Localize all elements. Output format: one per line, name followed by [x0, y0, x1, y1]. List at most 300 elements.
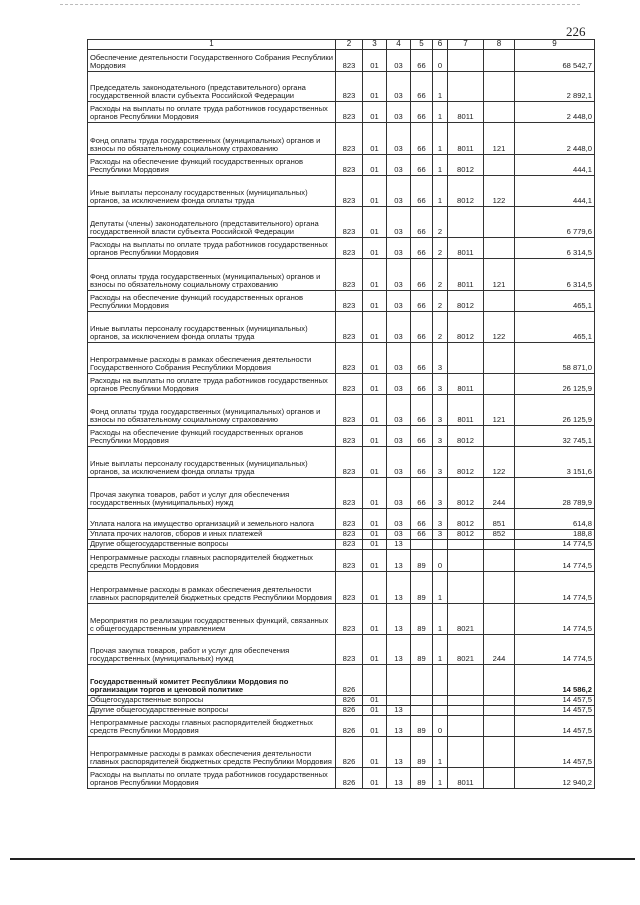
subprogram-code-cell	[433, 696, 448, 706]
amount-cell: 32 745,1	[515, 426, 595, 447]
row-name-cell: Фонд оплаты труда государственных (муниципальных) органов и взносы по обязательному социальному страхованию	[88, 259, 336, 291]
subsection-code-cell: 13	[387, 550, 411, 572]
program-code-cell: 89	[411, 737, 433, 768]
table-row	[88, 604, 595, 635]
section-code-cell: 01	[363, 540, 387, 550]
section-code-cell: 01	[363, 291, 387, 312]
amount-cell: 2 448,0	[515, 123, 595, 155]
subprogram-code-cell: 1	[433, 572, 448, 604]
amount-cell: 14 774,5	[515, 604, 595, 635]
table-body	[88, 50, 595, 789]
ministry-code-cell: 826	[336, 665, 363, 696]
target-article-cell: 8021	[448, 604, 484, 635]
program-code-cell: 66	[411, 509, 433, 530]
row-name-cell: Государственный комитет Республики Мордовия по организации торгов и ценовой политике	[88, 665, 336, 696]
amount-cell: 2 892,1	[515, 72, 595, 102]
table-row	[88, 706, 595, 716]
row-name-cell: Прочая закупка товаров, работ и услуг для обеспечения государственных (муниципальных) нужд	[88, 635, 336, 665]
section-code-cell: 01	[363, 530, 387, 540]
subsection-code-cell: 03	[387, 343, 411, 374]
amount-cell: 614,8	[515, 509, 595, 530]
section-code-cell: 01	[363, 509, 387, 530]
header-col-1: 1	[88, 40, 336, 50]
section-code-cell: 01	[363, 426, 387, 447]
program-code-cell: 66	[411, 426, 433, 447]
section-code-cell: 01	[363, 123, 387, 155]
subprogram-code-cell: 1	[433, 635, 448, 665]
ministry-code-cell: 823	[336, 102, 363, 123]
target-article-cell: 8011	[448, 768, 484, 789]
subsection-code-cell: 03	[387, 123, 411, 155]
target-article-cell	[448, 737, 484, 768]
amount-cell: 12 940,2	[515, 768, 595, 789]
section-code-cell: 01	[363, 604, 387, 635]
section-code-cell: 01	[363, 72, 387, 102]
subprogram-code-cell: 1	[433, 768, 448, 789]
target-article-cell	[448, 706, 484, 716]
section-code-cell: 01	[363, 176, 387, 207]
subsection-code-cell: 03	[387, 238, 411, 259]
target-article-cell	[448, 540, 484, 550]
subprogram-code-cell: 3	[433, 447, 448, 478]
row-name-cell: Непрограммные расходы главных распорядителей бюджетных средств Республики Мордовия	[88, 716, 336, 737]
table-row	[88, 176, 595, 207]
subprogram-code-cell: 1	[433, 604, 448, 635]
subprogram-code-cell: 3	[433, 343, 448, 374]
subsection-code-cell	[387, 696, 411, 706]
program-code-cell	[411, 706, 433, 716]
subprogram-code-cell	[433, 706, 448, 716]
amount-cell: 26 125,9	[515, 374, 595, 395]
amount-cell: 6 314,5	[515, 259, 595, 291]
row-name-cell: Расходы на обеспечение функций государственных органов Республики Мордовия	[88, 426, 336, 447]
ministry-code-cell: 823	[336, 426, 363, 447]
amount-cell: 14 457,5	[515, 716, 595, 737]
program-code-cell: 66	[411, 343, 433, 374]
amount-cell: 68 542,7	[515, 50, 595, 72]
subsection-code-cell: 03	[387, 530, 411, 540]
subprogram-code-cell: 1	[433, 737, 448, 768]
subsection-code-cell: 03	[387, 176, 411, 207]
table-header-row	[88, 40, 595, 50]
subprogram-code-cell: 2	[433, 238, 448, 259]
section-code-cell: 01	[363, 768, 387, 789]
ministry-code-cell: 823	[336, 447, 363, 478]
program-code-cell	[411, 540, 433, 550]
amount-cell: 14 774,5	[515, 550, 595, 572]
program-code-cell: 66	[411, 374, 433, 395]
program-code-cell	[411, 665, 433, 696]
program-code-cell: 89	[411, 635, 433, 665]
expense-type-cell	[484, 737, 515, 768]
amount-cell: 14 586,2	[515, 665, 595, 696]
amount-cell: 14 774,5	[515, 572, 595, 604]
expense-type-cell	[484, 716, 515, 737]
row-name-cell: Иные выплаты персоналу государственных (муниципальных) органов, за исключением фонда оплаты труда	[88, 312, 336, 343]
target-article-cell: 8011	[448, 238, 484, 259]
expense-type-cell	[484, 706, 515, 716]
row-name-cell: Председатель законодательного (представительного) органа государственной власти субъекта Российской Федерации	[88, 72, 336, 102]
expense-type-cell	[484, 343, 515, 374]
expense-type-cell: 244	[484, 478, 515, 509]
header-col-5: 5	[411, 40, 433, 50]
subsection-code-cell: 03	[387, 374, 411, 395]
target-article-cell: 8012	[448, 312, 484, 343]
row-name-cell: Другие общегосударственные вопросы	[88, 540, 336, 550]
subsection-code-cell: 03	[387, 395, 411, 426]
expense-type-cell: 122	[484, 447, 515, 478]
page-number: 226	[566, 24, 586, 39]
table-row	[88, 530, 595, 540]
program-code-cell: 66	[411, 176, 433, 207]
subprogram-code-cell: 1	[433, 123, 448, 155]
amount-cell: 3 151,6	[515, 447, 595, 478]
expense-type-cell	[484, 374, 515, 395]
expense-type-cell: 122	[484, 312, 515, 343]
section-code-cell: 01	[363, 716, 387, 737]
amount-cell: 6 314,5	[515, 238, 595, 259]
expense-type-cell	[484, 291, 515, 312]
subsection-code-cell: 03	[387, 447, 411, 478]
target-article-cell	[448, 716, 484, 737]
subprogram-code-cell: 1	[433, 176, 448, 207]
ministry-code-cell: 823	[336, 509, 363, 530]
target-article-cell: 8012	[448, 176, 484, 207]
program-code-cell: 89	[411, 768, 433, 789]
expense-type-cell	[484, 540, 515, 550]
amount-cell: 444,1	[515, 155, 595, 176]
row-name-cell: Прочая закупка товаров, работ и услуг для обеспечения государственных (муниципальных) нужд	[88, 478, 336, 509]
section-code-cell: 01	[363, 696, 387, 706]
ministry-code-cell: 823	[336, 312, 363, 343]
amount-cell: 26 125,9	[515, 395, 595, 426]
target-article-cell: 8011	[448, 123, 484, 155]
expense-type-cell: 851	[484, 509, 515, 530]
bottom-rule	[10, 858, 635, 860]
target-article-cell: 8012	[448, 530, 484, 540]
header-col-3: 3	[363, 40, 387, 50]
expense-type-cell	[484, 604, 515, 635]
target-article-cell: 8011	[448, 259, 484, 291]
row-name-cell: Фонд оплаты труда государственных (муниципальных) органов и взносы по обязательному социальному страхованию	[88, 395, 336, 426]
target-article-cell	[448, 696, 484, 706]
subsection-code-cell: 03	[387, 312, 411, 343]
ministry-code-cell: 823	[336, 72, 363, 102]
subsection-code-cell: 13	[387, 540, 411, 550]
program-code-cell: 66	[411, 530, 433, 540]
row-name-cell: Обеспечение деятельности Государственного Собрания Республики Мордовия	[88, 50, 336, 72]
subprogram-code-cell: 1	[433, 72, 448, 102]
ministry-code-cell: 823	[336, 259, 363, 291]
subsection-code-cell: 03	[387, 207, 411, 238]
table-row	[88, 207, 595, 238]
subsection-code-cell: 13	[387, 768, 411, 789]
expense-type-cell	[484, 665, 515, 696]
program-code-cell: 66	[411, 102, 433, 123]
target-article-cell: 8012	[448, 291, 484, 312]
section-code-cell: 01	[363, 706, 387, 716]
table-row	[88, 447, 595, 478]
expense-type-cell	[484, 696, 515, 706]
section-code-cell	[363, 665, 387, 696]
program-code-cell: 66	[411, 395, 433, 426]
expense-type-cell	[484, 50, 515, 72]
subsection-code-cell: 03	[387, 72, 411, 102]
subprogram-code-cell	[433, 540, 448, 550]
ministry-code-cell: 823	[336, 343, 363, 374]
row-name-cell: Расходы на выплаты по оплате труда работников государственных органов Республики Мордовия	[88, 768, 336, 789]
section-code-cell: 01	[363, 478, 387, 509]
subsection-code-cell	[387, 665, 411, 696]
section-code-cell: 01	[363, 259, 387, 291]
section-code-cell: 01	[363, 207, 387, 238]
section-code-cell: 01	[363, 50, 387, 72]
program-code-cell: 66	[411, 238, 433, 259]
header-col-2: 2	[336, 40, 363, 50]
table-row	[88, 635, 595, 665]
ministry-code-cell: 826	[336, 696, 363, 706]
table-row	[88, 550, 595, 572]
subprogram-code-cell: 3	[433, 374, 448, 395]
table-row	[88, 72, 595, 102]
subprogram-code-cell: 2	[433, 259, 448, 291]
table-row	[88, 312, 595, 343]
target-article-cell: 8012	[448, 447, 484, 478]
header-col-7: 7	[448, 40, 484, 50]
ministry-code-cell: 826	[336, 716, 363, 737]
subprogram-code-cell	[433, 665, 448, 696]
subsection-code-cell: 03	[387, 155, 411, 176]
expense-type-cell: 121	[484, 123, 515, 155]
amount-cell: 6 779,6	[515, 207, 595, 238]
subsection-code-cell: 13	[387, 604, 411, 635]
program-code-cell: 66	[411, 291, 433, 312]
row-name-cell: Общегосударственные вопросы	[88, 696, 336, 706]
expense-type-cell	[484, 768, 515, 789]
target-article-cell: 8012	[448, 478, 484, 509]
table-row	[88, 572, 595, 604]
table-row	[88, 395, 595, 426]
subprogram-code-cell: 0	[433, 716, 448, 737]
header-col-9: 9	[515, 40, 595, 50]
amount-cell: 188,8	[515, 530, 595, 540]
subsection-code-cell: 13	[387, 706, 411, 716]
subprogram-code-cell: 1	[433, 155, 448, 176]
target-article-cell: 8011	[448, 102, 484, 123]
table-row	[88, 155, 595, 176]
budget-table	[87, 39, 595, 789]
amount-cell: 444,1	[515, 176, 595, 207]
subprogram-code-cell: 0	[433, 550, 448, 572]
program-code-cell: 66	[411, 312, 433, 343]
row-name-cell: Расходы на выплаты по оплате труда работников государственных органов Республики Мордовия	[88, 374, 336, 395]
ministry-code-cell: 826	[336, 737, 363, 768]
program-code-cell: 89	[411, 550, 433, 572]
ministry-code-cell: 823	[336, 207, 363, 238]
program-code-cell	[411, 696, 433, 706]
ministry-code-cell: 823	[336, 176, 363, 207]
table-row	[88, 259, 595, 291]
table-row	[88, 665, 595, 696]
section-code-cell: 01	[363, 238, 387, 259]
section-code-cell: 01	[363, 737, 387, 768]
subprogram-code-cell: 3	[433, 478, 448, 509]
program-code-cell: 66	[411, 155, 433, 176]
subsection-code-cell: 03	[387, 102, 411, 123]
program-code-cell: 66	[411, 50, 433, 72]
table-row	[88, 50, 595, 72]
table-row	[88, 374, 595, 395]
ministry-code-cell: 823	[336, 550, 363, 572]
section-code-cell: 01	[363, 635, 387, 665]
amount-cell: 14 457,5	[515, 706, 595, 716]
table-row	[88, 696, 595, 706]
section-code-cell: 01	[363, 374, 387, 395]
expense-type-cell: 121	[484, 259, 515, 291]
amount-cell: 58 871,0	[515, 343, 595, 374]
program-code-cell: 89	[411, 572, 433, 604]
expense-type-cell	[484, 550, 515, 572]
ministry-code-cell: 823	[336, 530, 363, 540]
ministry-code-cell: 823	[336, 604, 363, 635]
program-code-cell: 89	[411, 716, 433, 737]
ministry-code-cell: 823	[336, 635, 363, 665]
subsection-code-cell: 03	[387, 509, 411, 530]
amount-cell: 14 457,5	[515, 696, 595, 706]
section-code-cell: 01	[363, 155, 387, 176]
program-code-cell: 66	[411, 478, 433, 509]
table-row	[88, 102, 595, 123]
table-row	[88, 343, 595, 374]
target-article-cell: 8021	[448, 635, 484, 665]
subprogram-code-cell: 3	[433, 530, 448, 540]
expense-type-cell	[484, 238, 515, 259]
subprogram-code-cell: 3	[433, 426, 448, 447]
header-col-8: 8	[484, 40, 515, 50]
expense-type-cell	[484, 72, 515, 102]
subprogram-code-cell: 1	[433, 102, 448, 123]
subsection-code-cell: 03	[387, 50, 411, 72]
subsection-code-cell: 03	[387, 259, 411, 291]
table-row	[88, 737, 595, 768]
header-col-6: 6	[433, 40, 448, 50]
target-article-cell: 8012	[448, 509, 484, 530]
program-code-cell: 66	[411, 72, 433, 102]
amount-cell: 465,1	[515, 291, 595, 312]
subprogram-code-cell: 3	[433, 395, 448, 426]
row-name-cell: Расходы на выплаты по оплате труда работников государственных органов Республики Мордовия	[88, 238, 336, 259]
row-name-cell: Расходы на выплаты по оплате труда работников государственных органов Республики Мордовия	[88, 102, 336, 123]
ministry-code-cell: 823	[336, 572, 363, 604]
subsection-code-cell: 13	[387, 716, 411, 737]
target-article-cell	[448, 572, 484, 604]
section-code-cell: 01	[363, 572, 387, 604]
subsection-code-cell: 03	[387, 478, 411, 509]
target-article-cell	[448, 550, 484, 572]
ministry-code-cell: 823	[336, 291, 363, 312]
row-name-cell: Иные выплаты персоналу государственных (муниципальных) органов, за исключением фонда оплаты труда	[88, 176, 336, 207]
subsection-code-cell: 13	[387, 635, 411, 665]
subsection-code-cell: 03	[387, 426, 411, 447]
target-article-cell	[448, 665, 484, 696]
amount-cell: 14 774,5	[515, 635, 595, 665]
table-row	[88, 768, 595, 789]
scan-edge-line	[60, 4, 580, 5]
subprogram-code-cell: 2	[433, 207, 448, 238]
table-row	[88, 540, 595, 550]
expense-type-cell	[484, 155, 515, 176]
section-code-cell: 01	[363, 550, 387, 572]
amount-cell: 28 789,9	[515, 478, 595, 509]
ministry-code-cell: 823	[336, 478, 363, 509]
table-row	[88, 291, 595, 312]
subsection-code-cell: 03	[387, 291, 411, 312]
ministry-code-cell: 823	[336, 155, 363, 176]
subprogram-code-cell: 2	[433, 291, 448, 312]
expense-type-cell	[484, 426, 515, 447]
ministry-code-cell: 826	[336, 706, 363, 716]
subprogram-code-cell: 3	[433, 509, 448, 530]
section-code-cell: 01	[363, 447, 387, 478]
section-code-cell: 01	[363, 395, 387, 426]
target-article-cell: 8012	[448, 426, 484, 447]
target-article-cell: 8012	[448, 155, 484, 176]
expense-type-cell	[484, 572, 515, 604]
target-article-cell	[448, 207, 484, 238]
row-name-cell: Фонд оплаты труда государственных (муниципальных) органов и взносы по обязательному социальному страхованию	[88, 123, 336, 155]
subsection-code-cell: 13	[387, 737, 411, 768]
amount-cell: 14 774,5	[515, 540, 595, 550]
row-name-cell: Расходы на обеспечение функций государственных органов Республики Мордовия	[88, 155, 336, 176]
ministry-code-cell: 823	[336, 374, 363, 395]
expense-type-cell: 121	[484, 395, 515, 426]
section-code-cell: 01	[363, 343, 387, 374]
expense-type-cell	[484, 207, 515, 238]
table-row	[88, 716, 595, 737]
row-name-cell: Уплата налога на имущество организаций и земельного налога	[88, 509, 336, 530]
target-article-cell: 8011	[448, 374, 484, 395]
program-code-cell: 66	[411, 123, 433, 155]
row-name-cell: Непрограммные расходы главных распорядителей бюджетных средств Республики Мордовия	[88, 550, 336, 572]
ministry-code-cell: 823	[336, 50, 363, 72]
ministry-code-cell: 823	[336, 540, 363, 550]
section-code-cell: 01	[363, 102, 387, 123]
target-article-cell	[448, 50, 484, 72]
section-code-cell: 01	[363, 312, 387, 343]
row-name-cell: Расходы на обеспечение функций государственных органов Республики Мордовия	[88, 291, 336, 312]
expense-type-cell: 852	[484, 530, 515, 540]
row-name-cell: Депутаты (члены) законодательного (представительного) органа государственной власти субъекта Российской Федерации	[88, 207, 336, 238]
target-article-cell: 8011	[448, 395, 484, 426]
program-code-cell: 66	[411, 259, 433, 291]
subsection-code-cell: 13	[387, 572, 411, 604]
ministry-code-cell: 826	[336, 768, 363, 789]
amount-cell: 2 448,0	[515, 102, 595, 123]
amount-cell: 14 457,5	[515, 737, 595, 768]
header-col-4: 4	[387, 40, 411, 50]
row-name-cell: Уплата прочих налогов, сборов и иных платежей	[88, 530, 336, 540]
row-name-cell: Непрограммные расходы в рамках обеспечения деятельности главных распорядителей бюджетных средств Республики Мордовия	[88, 572, 336, 604]
expense-type-cell: 244	[484, 635, 515, 665]
program-code-cell: 66	[411, 447, 433, 478]
table-row	[88, 123, 595, 155]
table-row	[88, 509, 595, 530]
row-name-cell: Мероприятия по реализации государственных функций, связанных с общегосударственным управлением	[88, 604, 336, 635]
table-row	[88, 478, 595, 509]
row-name-cell: Непрограммные расходы в рамках обеспечения деятельности Государственного Собрания Республики Мордовия	[88, 343, 336, 374]
target-article-cell	[448, 72, 484, 102]
target-article-cell	[448, 343, 484, 374]
